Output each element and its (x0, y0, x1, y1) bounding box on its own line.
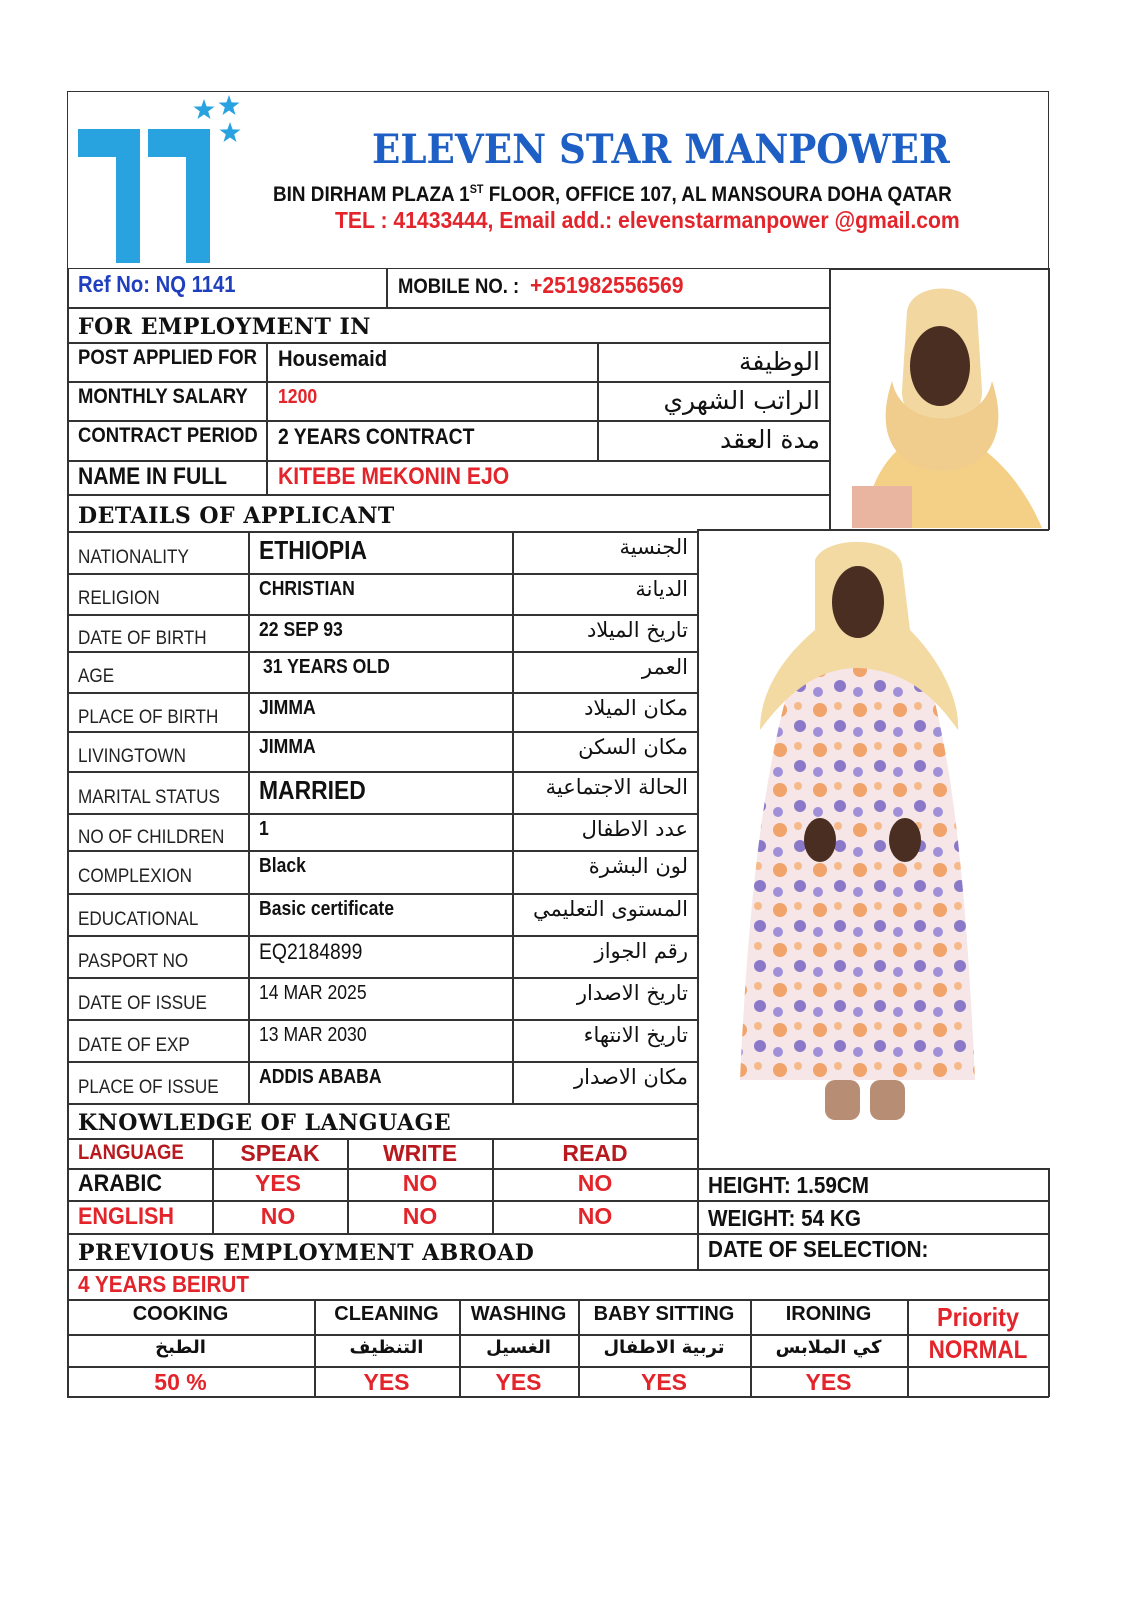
detail-label: COMPLEXION (78, 866, 193, 887)
company-contact: TEL : 41433444, Email add.: elevenstarmanpower @gmail.com (335, 207, 960, 233)
detail-value: MARRIED (259, 775, 366, 805)
emp-name-bottom (67, 494, 830, 496)
detail-label: PLACE OF BIRTH (78, 707, 219, 728)
language-name: ARABIC (78, 1170, 162, 1197)
applicant-full-body-photo (730, 540, 990, 1130)
detail-value: 31 YEARS OLD (263, 656, 390, 678)
emp-row2-bottom (67, 420, 830, 422)
skill-arabic-name: كي الملابس (775, 1337, 882, 1358)
detail-label: NO OF CHILDREN (78, 827, 225, 848)
company-address (273, 183, 952, 205)
detail-arabic-label: المستوى التعليمي (532, 897, 688, 921)
ref-divider (386, 268, 388, 308)
skill-arabic-name: تربية الاطفال (603, 1337, 725, 1358)
detail-arabic-label: تاريخ الانتهاء (583, 1023, 688, 1047)
detail-arabic-label: رقم الجواز (594, 939, 688, 963)
employment-arabic-label: الوظيفة (739, 347, 820, 376)
weight-value: WEIGHT: 54 KG (708, 1205, 861, 1231)
detail-value: 22 SEP 93 (259, 619, 343, 641)
language-write: NO (402, 1203, 438, 1229)
language-write: NO (402, 1170, 438, 1196)
detail-value: 13 MAR 2030 (259, 1024, 367, 1046)
detail-value: ADDIS ABABA (259, 1066, 382, 1088)
detail-row-line (67, 614, 697, 616)
skills-row1-bottom (67, 1334, 1049, 1336)
skills-col5 (907, 1299, 909, 1397)
skills-row2-bottom (67, 1366, 1049, 1368)
photo-box-top (829, 268, 1049, 270)
detail-row-line (67, 731, 697, 733)
skill-value: 50 % (154, 1369, 207, 1395)
detail-last-line (67, 1103, 697, 1105)
detail-arabic-label: عدد الاطفال (581, 817, 688, 841)
detail-label: PLACE OF ISSUE (78, 1077, 219, 1098)
detail-value: Black (259, 855, 306, 877)
skill-arabic-name: التنظيف (349, 1337, 424, 1358)
skill-name: WASHING (470, 1303, 567, 1325)
detail-value: EQ2184899 (259, 939, 363, 964)
photo-box-bottom (697, 529, 1049, 531)
ref-number: Ref No: NQ 1141 (78, 271, 236, 297)
details-col1 (248, 531, 250, 1103)
skill-arabic-name: الغسيل (486, 1337, 551, 1358)
detail-row-line (67, 651, 697, 653)
detail-row-line (67, 1061, 697, 1063)
skill-name: CLEANING (334, 1303, 439, 1325)
detail-row-line (67, 1019, 697, 1021)
skill-value: YES (363, 1369, 410, 1395)
detail-row-line (67, 771, 697, 773)
employment-section-title: FOR EMPLOYMENT IN (78, 314, 371, 340)
prev-value-bottom (67, 1299, 1049, 1301)
company-logo (76, 95, 256, 267)
address-superscript: ST (469, 182, 484, 196)
employment-value: Housemaid (278, 346, 388, 371)
lang-header-read: READ (562, 1140, 628, 1166)
detail-value: Basic certificate (259, 898, 395, 920)
skill-name: BABY SITTING (593, 1303, 735, 1325)
detail-row-line (67, 813, 697, 815)
employment-label: MONTHLY SALARY (78, 385, 248, 408)
employment-value: 1200 (278, 386, 318, 408)
detail-value: JIMMA (259, 736, 316, 758)
language-name: ENGLISH (78, 1203, 175, 1230)
detail-value: 1 (259, 818, 269, 840)
detail-row-line (67, 850, 697, 852)
language-section-title: KNOWLEDGE OF LANGUAGE (78, 1110, 452, 1136)
border-right-lower (1048, 1168, 1050, 1397)
detail-arabic-label: الديانة (635, 577, 688, 601)
detail-arabic-label: مكان الميلاد (584, 696, 688, 720)
mobile-value: +251982556569 (530, 272, 684, 298)
details-section-title: DETAILS OF APPLICANT (78, 503, 395, 529)
emp-col2 (597, 342, 599, 461)
applicant-portrait-photo (832, 271, 1047, 528)
detail-label: DATE OF BIRTH (78, 628, 207, 649)
mobile-label: MOBILE NO. : (398, 275, 520, 298)
height-value: HEIGHT: 1.59CM (708, 1172, 870, 1198)
skill-value: YES (495, 1369, 542, 1395)
lang-header-language: LANGUAGE (78, 1141, 184, 1164)
detail-label: DATE OF EXP (78, 1035, 190, 1056)
skill-arabic-name: الطبخ (155, 1337, 206, 1358)
detail-value: CHRISTIAN (259, 578, 355, 600)
details-right (697, 529, 699, 1168)
ref-row-bottom (67, 307, 830, 309)
priority-value: NORMAL (928, 1336, 1028, 1364)
emp-row3-bottom (67, 460, 830, 462)
emp-title-bottom (67, 342, 830, 344)
language-read: NO (577, 1170, 613, 1196)
border-left (67, 268, 69, 1397)
detail-arabic-label: تاريخ الاصدار (576, 981, 688, 1005)
photo-box-right (1048, 268, 1050, 530)
detail-label: MARITAL STATUS (78, 787, 220, 808)
lang-row1-bottom (67, 1200, 1049, 1202)
address-part-1: BIN DIRHAM PLAZA 1 (273, 183, 470, 206)
detail-arabic-label: لون البشرة (588, 854, 688, 878)
detail-arabic-label: تاريخ الميلاد (586, 618, 688, 642)
detail-value: ETHIOPIA (259, 535, 368, 565)
detail-row-line (67, 692, 697, 694)
employment-label: POST APPLIED FOR (78, 346, 258, 369)
details-col2 (512, 531, 514, 1103)
lang-row2-bottom (67, 1233, 1049, 1235)
detail-label: PASPORT NO (78, 951, 189, 972)
details-title-bottom (67, 531, 697, 533)
name-label: NAME IN FULL (78, 463, 227, 490)
language-read: NO (577, 1203, 613, 1229)
physical-divider (697, 1168, 699, 1270)
detail-value: 14 MAR 2025 (259, 982, 367, 1004)
detail-arabic-label: العمر (641, 655, 688, 679)
previous-employment-title: PREVIOUS EMPLOYMENT ABROAD (78, 1240, 535, 1266)
detail-label: DATE OF ISSUE (78, 993, 207, 1014)
emp-row1-bottom (67, 381, 830, 383)
employment-arabic-label: الراتب الشهري (663, 386, 820, 415)
detail-label: NATIONALITY (78, 547, 189, 568)
detail-value: JIMMA (259, 697, 316, 719)
detail-label: LIVINGTOWN (78, 746, 186, 767)
lang-header-speak: SPEAK (240, 1140, 320, 1166)
address-part-2: FLOOR, OFFICE 107, AL MANSOURA DOHA QATAR (483, 183, 952, 206)
employment-value: 2 YEARS CONTRACT (278, 424, 475, 449)
detail-label: EDUCATIONAL (78, 909, 199, 930)
detail-row-line (67, 977, 697, 979)
emp-col1 (266, 342, 268, 495)
skill-value: YES (640, 1369, 688, 1395)
language-speak: YES (254, 1170, 302, 1196)
lang-header-bottom (67, 1168, 1049, 1170)
detail-row-line (67, 893, 697, 895)
date-of-selection: DATE OF SELECTION: (708, 1236, 929, 1262)
detail-label: RELIGION (78, 588, 160, 609)
skill-value: YES (805, 1369, 852, 1395)
skill-name: COOKING (132, 1303, 229, 1325)
employment-label: CONTRACT PERIOD (78, 424, 258, 447)
detail-arabic-label: الجنسية (619, 535, 688, 559)
border-bottom (67, 1396, 1049, 1398)
employment-arabic-label: مدة العقد (720, 425, 820, 454)
detail-row-line (67, 573, 697, 575)
priority-label: Priority (937, 1302, 1019, 1332)
detail-arabic-label: الحالة الاجتماعية (545, 775, 688, 799)
star-icon (189, 95, 249, 150)
language-speak: NO (260, 1203, 296, 1229)
name-value: KITEBE MEKONIN EJO (278, 463, 510, 490)
skill-name: IRONING (785, 1303, 872, 1325)
detail-label: AGE (78, 666, 115, 687)
lang-header-write: WRITE (382, 1140, 458, 1166)
detail-row-line (67, 935, 697, 937)
previous-employment-value: 4 YEARS BEIRUT (78, 1271, 250, 1297)
company-name: ELEVEN STAR MANPOWER (372, 126, 950, 173)
detail-arabic-label: مكان الاصدار (574, 1065, 688, 1089)
upper-right-divider (829, 268, 831, 530)
detail-arabic-label: مكان السكن (578, 735, 688, 759)
